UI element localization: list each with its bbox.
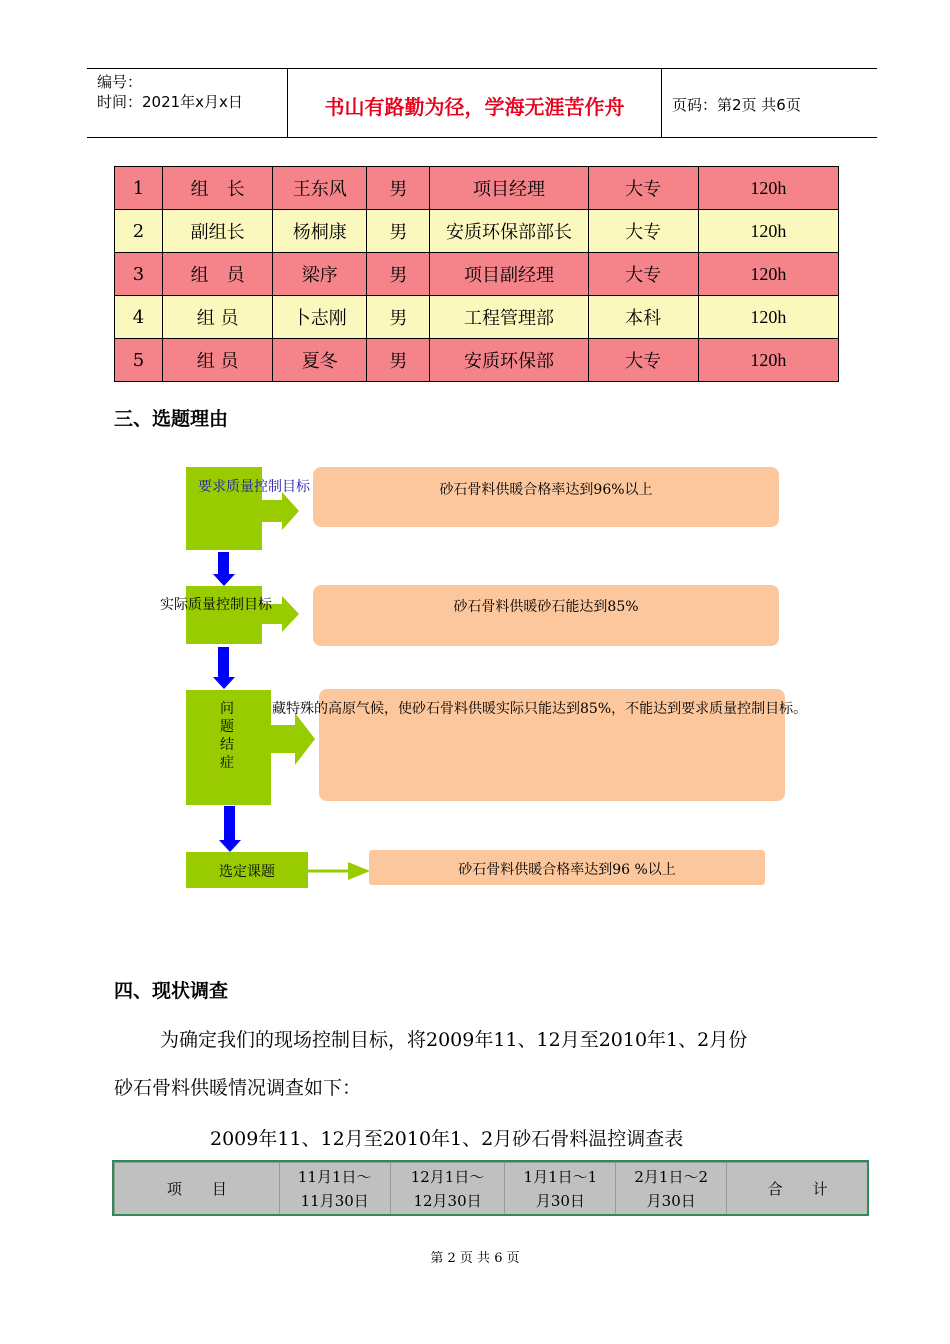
- survey-table: [114, 1162, 869, 1216]
- right-arrow-icon: [262, 492, 300, 530]
- down-arrow-icon: [219, 806, 241, 852]
- member-table: [114, 166, 839, 382]
- member-cell-dept: 安质环保部部长: [430, 210, 588, 253]
- right-arrow-icon: [308, 862, 370, 880]
- survey-col-feb: 2月1日～2 月30日: [616, 1163, 727, 1216]
- member-cell-sex: 男: [367, 210, 430, 253]
- paragraph-line-1: 为确定我们的现场控制目标，将2009年11、12月至2010年1、2月份: [160, 1029, 748, 1051]
- table-row: [115, 253, 839, 296]
- member-cell-edu: 大专: [588, 253, 698, 296]
- required-target-label: 要求质量控制目标: [198, 479, 310, 495]
- member-cell-role: 组 员: [163, 296, 273, 339]
- problem-label: 问 题 结 症: [220, 701, 234, 771]
- survey-header-row: [115, 1163, 869, 1216]
- problem-text: 藏特殊的高原气候，使砂石骨料供暖实际只能达到85%，不能达到要求质量控制目标。: [272, 701, 808, 717]
- member-cell-hours: 120h: [698, 167, 838, 210]
- member-cell-edu: 大专: [588, 167, 698, 210]
- table-row: [115, 167, 839, 210]
- header-left-cell: [87, 69, 287, 137]
- member-cell-sex: 男: [367, 167, 430, 210]
- member-cell-name: 卜志刚: [273, 296, 367, 339]
- member-cell-no: 5: [115, 339, 163, 382]
- member-cell-role: 副组长: [163, 210, 273, 253]
- selected-topic-label: 选定课题: [219, 864, 275, 880]
- member-cell-edu: 大专: [588, 210, 698, 253]
- actual-target-text: 砂石骨料供暖砂石能达到85%: [453, 599, 639, 615]
- member-cell-no: 4: [115, 296, 163, 339]
- paragraph-line-2: 砂石骨料供暖情况调查如下：: [114, 1077, 362, 1099]
- member-cell-dept: 工程管理部: [430, 296, 588, 339]
- survey-col-nov: 11月1日～ 11月30日: [279, 1163, 390, 1216]
- page-footer: 第 2 页 共 6 页: [430, 1251, 520, 1266]
- actual-target-label: 实际质量控制目标: [160, 597, 272, 613]
- member-cell-hours: 120h: [698, 296, 838, 339]
- member-cell-role: 组 员: [163, 339, 273, 382]
- page-number-label: 页码：第2页 共6页: [672, 96, 801, 114]
- member-cell-no: 2: [115, 210, 163, 253]
- member-cell-sex: 男: [367, 296, 430, 339]
- selected-topic-text: 砂石骨料供暖合格率达到96 %以上: [458, 862, 676, 878]
- member-cell-dept: 项目经理: [430, 167, 588, 210]
- header-page-cell: [662, 69, 877, 137]
- member-cell-dept: 安质环保部: [430, 339, 588, 382]
- right-arrow-icon: [271, 713, 316, 765]
- time-label: 时间：2021年x月x日: [97, 93, 243, 111]
- table-row: [115, 339, 839, 382]
- member-cell-sex: 男: [367, 339, 430, 382]
- member-cell-hours: 120h: [698, 339, 838, 382]
- member-cell-sex: 男: [367, 253, 430, 296]
- member-cell-role: 组 员: [163, 253, 273, 296]
- survey-col-item: 项 目: [115, 1163, 280, 1216]
- member-cell-dept: 项目副经理: [430, 253, 588, 296]
- member-cell-name: 王东风: [273, 167, 367, 210]
- page-header: [87, 68, 877, 138]
- member-cell-edu: 本科: [588, 296, 698, 339]
- table-row: [115, 210, 839, 253]
- survey-col-dec: 12月1日～ 12月30日: [390, 1163, 505, 1216]
- required-target-text: 砂石骨料供暖合格率达到96%以上: [439, 482, 653, 498]
- survey-col-total: 合 计: [727, 1163, 869, 1216]
- survey-col-jan: 1月1日～1 月30日: [505, 1163, 616, 1216]
- motto: 书山有路勤为径，学海无涯苦作舟: [324, 95, 625, 119]
- member-cell-no: 3: [115, 253, 163, 296]
- down-arrow-icon: [213, 552, 235, 586]
- member-cell-name: 杨桐康: [273, 210, 367, 253]
- down-arrow-icon: [213, 647, 235, 689]
- member-cell-role: 组 长: [163, 167, 273, 210]
- member-cell-hours: 120h: [698, 253, 838, 296]
- survey-table-title: 2009年11、12月至2010年1、2月砂石骨料温控调查表: [210, 1128, 684, 1150]
- table-row: [115, 296, 839, 339]
- member-cell-edu: 大专: [588, 339, 698, 382]
- header-motto-cell: [287, 69, 662, 137]
- member-table-body: [115, 167, 839, 382]
- member-cell-name: 夏冬: [273, 339, 367, 382]
- doc-number-label: 编号：: [97, 73, 143, 91]
- member-cell-name: 梁序: [273, 253, 367, 296]
- member-cell-hours: 120h: [698, 210, 838, 253]
- section-heading-survey: 四、现状调查: [114, 980, 229, 1002]
- member-cell-no: 1: [115, 167, 163, 210]
- section-heading-reason: 三、选题理由: [114, 408, 229, 430]
